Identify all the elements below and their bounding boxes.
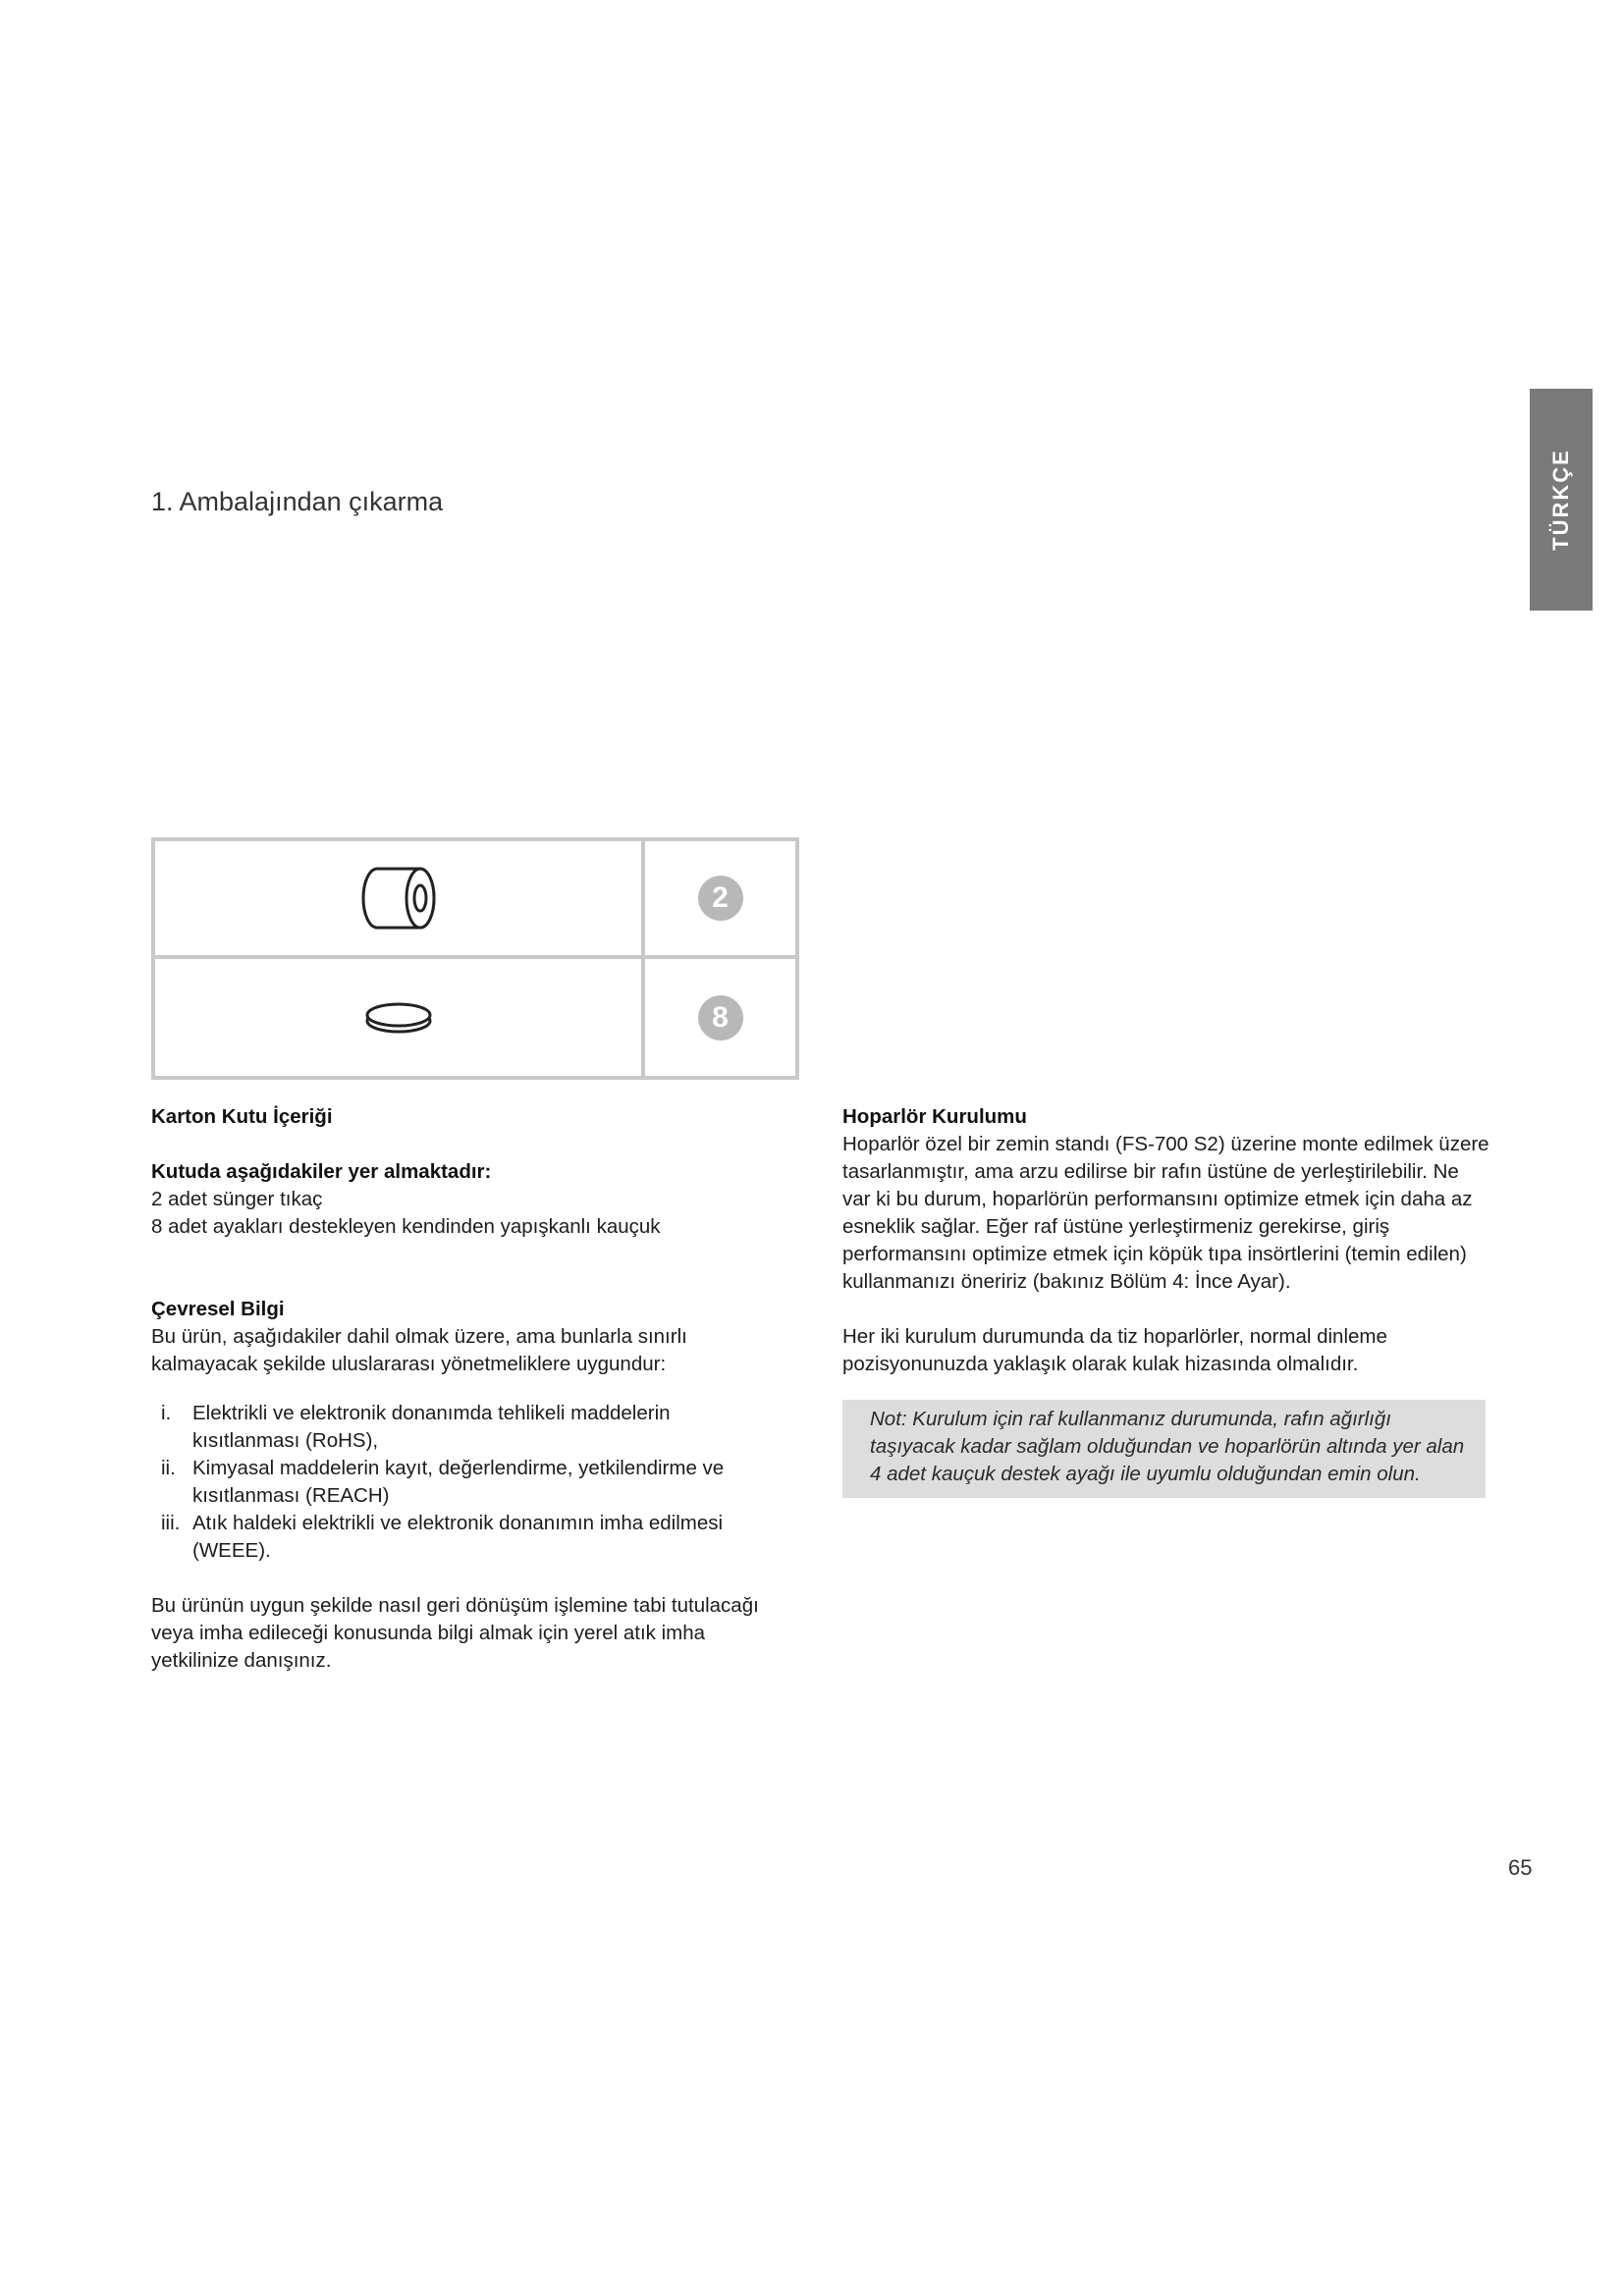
language-tab xyxy=(1530,389,1593,611)
language-tab-label: TÜRKÇE xyxy=(1548,449,1573,551)
environment-intro: Bu ürün, aşağıdakiler dahil olmak üzere, ama bunlarla sınırlı kalmayacak şekilde uluslararası yönetmeliklere uygundur: xyxy=(151,1325,687,1375)
list-item: ii. Kimyasal maddelerin kayıt, değerlendirme, yetkilendirme ve kısıtlanması (REACH) xyxy=(161,1457,725,1507)
box-contents-table xyxy=(151,837,799,1080)
tweeter-text: Her iki kurulum durumunda da tiz hoparlörler, normal dinleme pozisyonunuzda yaklaşık olarak kulak hizasında olmalıdır. xyxy=(842,1325,1387,1375)
quantity-cell xyxy=(645,841,795,959)
foam-plug-icon xyxy=(350,859,448,937)
left-column xyxy=(151,1103,780,1675)
section-title: 1. Ambalajından çıkarma xyxy=(151,487,444,516)
contents-item: 8 adet ayakları destekleyen kendinden yapışkanlı kauçuk xyxy=(151,1215,661,1238)
note-box: Not: Kurulum için raf kullanmanız durumunda, rafın ağırlığı taşıyacak kadar sağlam olduğundan ve hoparlörün altında yer alan 4 adet kauçuk destek ayağı ile uyumlu olduğundan emin olun. xyxy=(842,1400,1486,1498)
environment-heading: Çevresel Bilgi xyxy=(151,1298,285,1320)
table-row-foam-plug xyxy=(155,841,645,959)
box-contents-heading: Karton Kutu İçeriği xyxy=(151,1105,333,1128)
table-row-rubber-foot xyxy=(155,959,645,1076)
recycling-text: Bu ürünün uygun şekilde nasıl geri dönüşüm işlemine tabi tutulacağı veya imha edileceği konusunda bilgi almak için yerel atık imha yetkilinize danışınız. xyxy=(151,1594,759,1672)
speaker-setup-heading: Hoparlör Kurulumu xyxy=(842,1105,1027,1128)
quantity-badge: 2 xyxy=(698,876,743,921)
page-number: 65 xyxy=(1508,1855,1533,1880)
list-item: iii. Atık haldeki elektrikli ve elektronik donanımın imha edilmesi (WEEE). xyxy=(161,1512,724,1562)
list-item: i. Elektrikli ve elektronik donanımda tehlikeli maddelerin kısıtlanması (RoHS), xyxy=(161,1402,671,1452)
quantity-badge: 8 xyxy=(698,995,743,1041)
quantity-cell xyxy=(645,959,795,1076)
rubber-foot-icon xyxy=(354,993,443,1042)
speaker-setup-text: Hoparlör özel bir zemin standı (FS-700 S2) üzerine monte edilmek üzere tasarlanmıştır, ama arzu edilirse bir rafın üstüne de yerleştirilebilir. Ne var ki bu durum, hoparlörün performansını optimize etmek için daha az esneklik sağlar. Eğer raf üstüne yerleştirmeniz gerekirse, giriş performansını optimize etmek için köpük tıpa insörtlerini (temin edilen) kullanmanızı öneririz (bakınız Bölüm 4: İnce Ayar). xyxy=(842,1133,1489,1293)
box-contains-heading: Kutuda aşağıdakiler yer almaktadır: xyxy=(151,1160,492,1183)
contents-item: 2 adet sünger tıkaç xyxy=(151,1188,323,1210)
right-column xyxy=(842,1103,1490,1498)
regulations-list xyxy=(151,1400,780,1565)
